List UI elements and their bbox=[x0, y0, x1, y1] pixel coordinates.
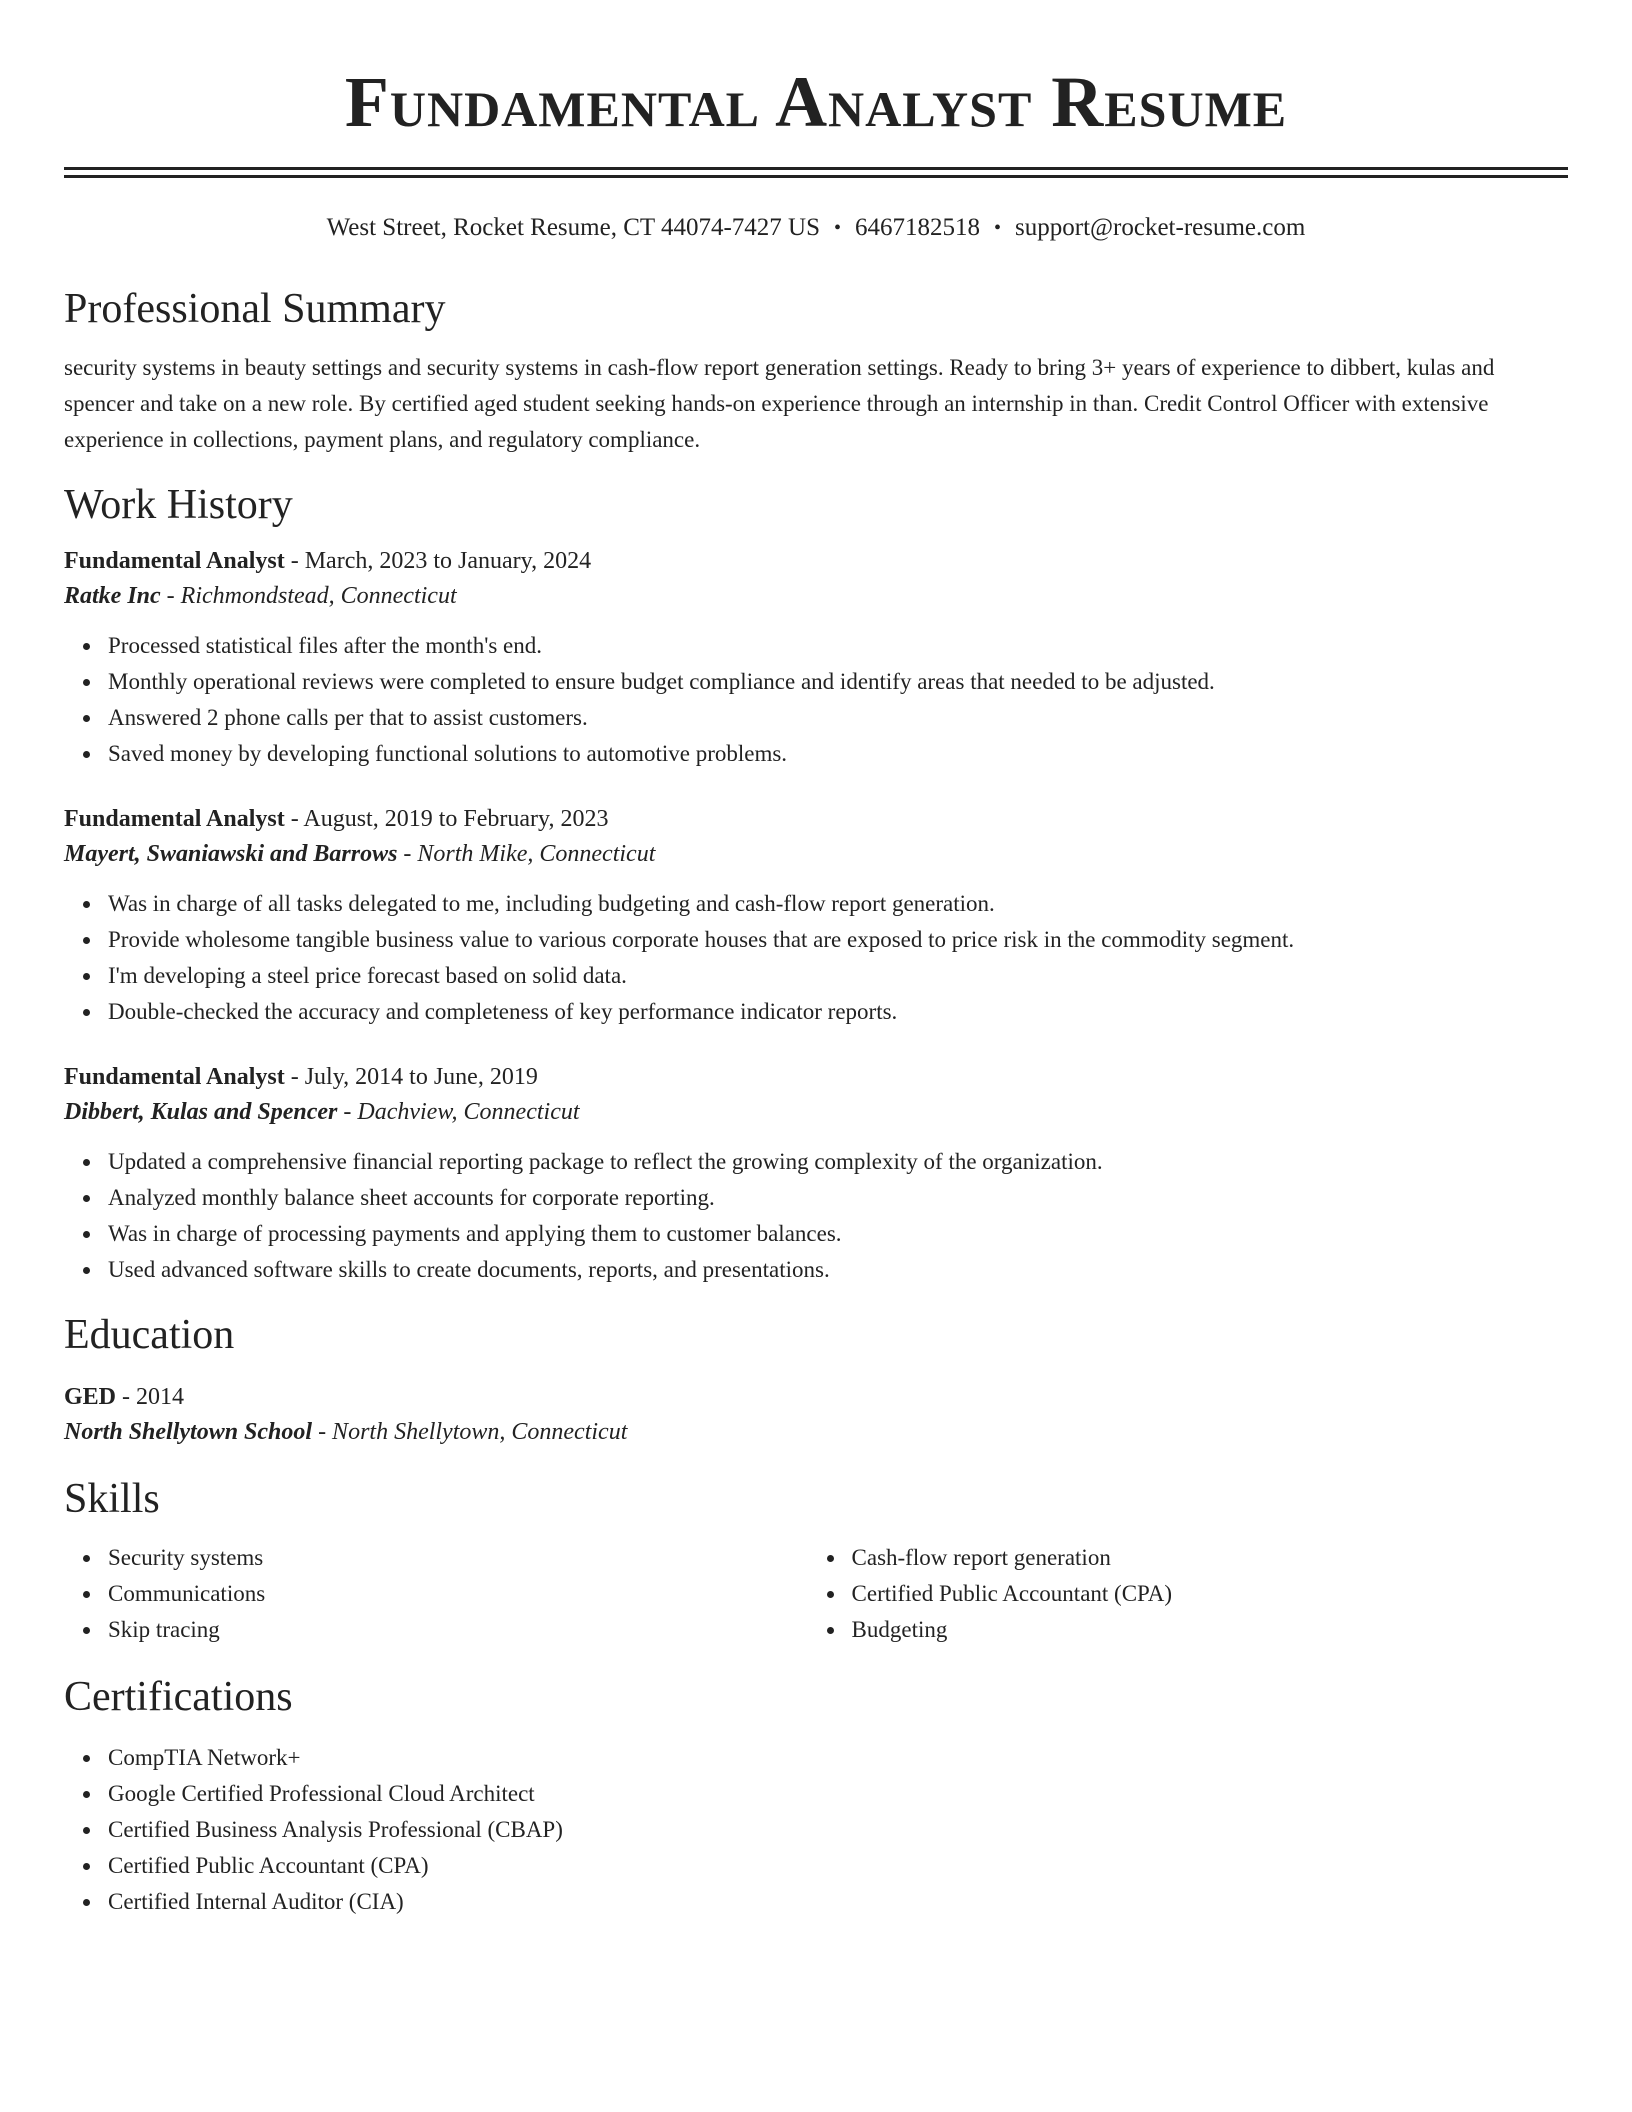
job-bullet: Analyzed monthly balance sheet accounts for corporate reporting. bbox=[108, 1180, 1568, 1216]
skill-item: Cash-flow report generation bbox=[852, 1540, 1568, 1576]
job-bullets bbox=[64, 886, 1568, 1030]
job-bullet: Double-checked the accuracy and completeness of key performance indicator reports. bbox=[108, 994, 1568, 1030]
resume-title: Fundamental Analyst Resume bbox=[344, 62, 1288, 142]
certification-item: Certified Internal Auditor (CIA) bbox=[108, 1884, 1568, 1920]
job-entry bbox=[64, 1060, 1568, 1288]
job-bullet: Was in charge of processing payments and applying them to customer balances. bbox=[108, 1216, 1568, 1252]
job-company: Dibbert, Kulas and Spencer bbox=[64, 1099, 338, 1125]
skill-item: Skip tracing bbox=[108, 1612, 808, 1648]
job-bullet: Was in charge of all tasks delegated to me, including budgeting and cash-flow report generation. bbox=[108, 886, 1568, 922]
education-degree: GED bbox=[64, 1384, 117, 1410]
certification-item: Google Certified Professional Cloud Architect bbox=[108, 1776, 1568, 1812]
education-school-line bbox=[64, 1414, 1568, 1450]
education-school: North Shellytown School bbox=[64, 1419, 313, 1445]
skills-section bbox=[64, 1474, 1568, 1648]
education-heading: Education bbox=[64, 1312, 235, 1358]
certifications-list bbox=[64, 1740, 1568, 1920]
work-history-heading: Work History bbox=[64, 482, 293, 528]
certification-item: Certified Business Analysis Professional (CBAP) bbox=[108, 1812, 1568, 1848]
job-location: - Dachview, Connecticut bbox=[337, 1099, 580, 1125]
job-bullet: Provide wholesome tangible business value to various corporate houses that are exposed to price risk in the commodity segment. bbox=[108, 922, 1568, 958]
skill-item: Communications bbox=[108, 1576, 808, 1612]
job-title: Fundamental Analyst bbox=[64, 806, 285, 832]
certifications-heading: Certifications bbox=[64, 1674, 293, 1720]
contact-phone[interactable]: 6467182518 bbox=[855, 214, 980, 241]
skills-right-column bbox=[808, 1540, 1568, 1648]
job-bullet: Processed statistical files after the month's end. bbox=[108, 628, 1568, 664]
job-bullets bbox=[64, 628, 1568, 772]
certifications-section bbox=[64, 1672, 1568, 1920]
title-double-rule bbox=[64, 167, 1568, 178]
job-company-line bbox=[64, 1094, 1568, 1130]
job-location: - North Mike, Connecticut bbox=[397, 841, 656, 867]
job-bullet: Saved money by developing functional solutions to automotive problems. bbox=[108, 736, 1568, 772]
job-dates: - March, 2023 to January, 2024 bbox=[284, 548, 592, 574]
contact-address: West Street, Rocket Resume, CT 44074-7427 US bbox=[326, 214, 820, 241]
contact-line bbox=[64, 212, 1568, 244]
job-title-line bbox=[64, 1060, 1568, 1094]
job-company-line bbox=[64, 578, 1568, 614]
contact-separator: • bbox=[833, 217, 841, 239]
summary-text: security systems in beauty settings and security systems in cash-flow report generation settings. Ready to bring 3+ years of experience to dibbert, kulas and spencer and take on a new role. By certified aged student seeking hands-on experience through an internship in than. Credit Control Officer with extensive experience in collections, payment plans, and regulatory compliance. bbox=[64, 355, 1495, 452]
job-title-line bbox=[64, 544, 1568, 578]
job-dates: - July, 2014 to June, 2019 bbox=[284, 1064, 538, 1090]
certification-item: CompTIA Network+ bbox=[108, 1740, 1568, 1776]
job-bullet: Used advanced software skills to create documents, reports, and presentations. bbox=[108, 1252, 1568, 1288]
job-title-line bbox=[64, 802, 1568, 836]
job-bullet: Updated a comprehensive financial reporting package to reflect the growing complexity of the organization. bbox=[108, 1144, 1568, 1180]
job-company: Ratke Inc bbox=[64, 583, 161, 609]
skills-grid bbox=[64, 1540, 1568, 1648]
job-company: Mayert, Swaniawski and Barrows bbox=[64, 841, 398, 867]
skill-item: Certified Public Accountant (CPA) bbox=[852, 1576, 1568, 1612]
education-degree-line bbox=[64, 1380, 1568, 1414]
work-history-section bbox=[64, 480, 1568, 1288]
job-title: Fundamental Analyst bbox=[64, 548, 285, 574]
job-bullet: Answered 2 phone calls per that to assist customers. bbox=[108, 700, 1568, 736]
skills-left-column bbox=[64, 1540, 808, 1648]
summary-heading: Professional Summary bbox=[64, 286, 446, 332]
skills-heading: Skills bbox=[64, 1476, 160, 1522]
certification-item: Certified Public Accountant (CPA) bbox=[108, 1848, 1568, 1884]
job-title: Fundamental Analyst bbox=[64, 1064, 285, 1090]
job-entry bbox=[64, 802, 1568, 1030]
job-bullets bbox=[64, 1144, 1568, 1288]
contact-email[interactable]: support@rocket-resume.com bbox=[1015, 214, 1306, 241]
education-location: - North Shellytown, Connecticut bbox=[312, 1419, 628, 1445]
job-bullet: Monthly operational reviews were completed to ensure budget compliance and identify areas that needed to be adjusted. bbox=[108, 664, 1568, 700]
skill-item: Budgeting bbox=[852, 1612, 1568, 1648]
summary-section bbox=[64, 284, 1568, 458]
job-entry bbox=[64, 544, 1568, 772]
job-bullet: I'm developing a steel price forecast based on solid data. bbox=[108, 958, 1568, 994]
skill-item: Security systems bbox=[108, 1540, 808, 1576]
education-section bbox=[64, 1310, 1568, 1450]
job-location: - Richmondstead, Connecticut bbox=[160, 583, 457, 609]
job-company-line bbox=[64, 836, 1568, 872]
job-dates: - August, 2019 to February, 2023 bbox=[284, 806, 609, 832]
contact-separator: • bbox=[994, 217, 1002, 239]
education-year: - 2014 bbox=[116, 1384, 185, 1410]
